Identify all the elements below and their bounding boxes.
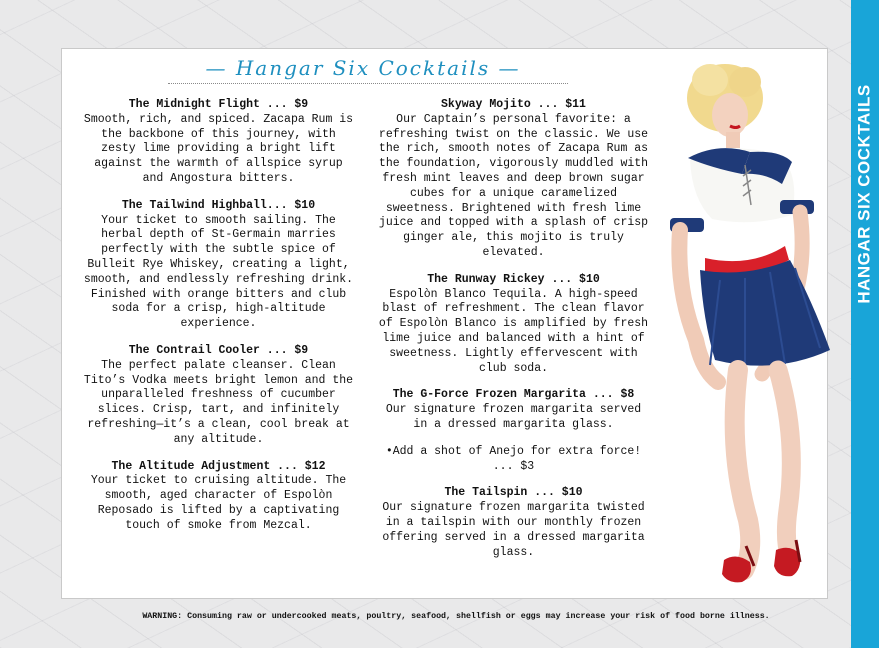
item-description: Your ticket to smooth sailing. The herbal depth of St-Germain marries perfectly with the subtle spice of Bulleit Rye Whiskey, creating a light, smooth, and endlessly refreshing drink. Finished with orange bitters and club soda for a crisp, high-altitude experience. <box>83 213 354 331</box>
item-description: Our signature frozen margarita twisted in a tailspin with our monthly frozen offering served in a dressed margarita glass. <box>382 501 645 559</box>
item-name: The Tailwind Highball... $10 <box>121 198 316 212</box>
item-description: Our signature frozen margarita served in a dressed margarita glass. <box>385 403 642 431</box>
item-name: The Contrail Cooler ... $9 <box>128 343 309 357</box>
item-name: Skyway Mojito ... $11 <box>441 98 586 111</box>
title-divider <box>168 83 568 84</box>
food-safety-warning: WARNING: Consuming raw or undercooked meats, poultry, seafood, shellfish or eggs may increase your risk of food borne illness. <box>142 612 770 621</box>
item-name: The Tailspin ... $10 <box>444 486 583 500</box>
item-name: The Altitude Adjustment ... $12 <box>111 459 326 473</box>
item-description: Smooth, rich, and spiced. Zacapa Rum is the backbone of this journey, with zesty lime providing a bright lift against the warmth of allspice syrup and Angostura bitters. <box>83 112 354 185</box>
add-on-note: •Add a shot of Anejo for extra force! ... $3 <box>385 444 642 473</box>
side-tab-label-wrapper <box>851 0 879 648</box>
menu-item <box>81 199 356 332</box>
side-tab-label: HANGAR SIX COCKTAILS <box>855 84 875 304</box>
right-column <box>376 98 651 572</box>
item-name: The Midnight Flight ... $9 <box>128 98 309 111</box>
menu-title: — Hangar Six Cocktails — <box>205 56 521 80</box>
item-description: Your ticket to cruising altitude. The smooth, aged character of Espolòn Reposado is lifted by a captivating touch of smoke from Mezcal. <box>90 474 347 532</box>
item-name: The Runway Rickey ... $10 <box>427 272 600 286</box>
item-name: The G-Force Frozen Margarita ... $8 <box>392 388 635 402</box>
menu-item <box>81 98 356 187</box>
item-description: Espolòn Blanco Tequila. A high-speed blast of refreshment. The clean flavor of Espolòn Blanco is amplified by fresh lime juice and balanced with a hint of sweetness. Lightly effervescent with club soda. <box>378 287 649 375</box>
pinup-figure-illustration <box>650 40 850 585</box>
left-column <box>81 98 356 546</box>
item-description: The perfect palate cleanser. Clean Tito’s Vodka meets bright lemon and the unparalleled freshness of cucumber slices. Crisp, tart, and infinitely refreshing—it’s a clean, cool break at any altitude. <box>83 358 354 446</box>
menu-item <box>376 486 651 560</box>
menu-item <box>376 98 651 261</box>
menu-item <box>81 460 356 534</box>
menu-item <box>81 344 356 448</box>
menu-item <box>376 273 651 377</box>
item-description: Our Captain’s personal favorite: a refreshing twist on the classic. We use the rich, smooth notes of Zacapa Rum as the foundation, vigorously muddled with fresh mint leaves and deep brown sugar cubes for a unique caramelized sweetness. Brightened with fresh lime juice and topped with a splash of crisp ginger ale, this mojito is truly elevated. <box>378 112 649 259</box>
menu-item <box>376 388 651 432</box>
